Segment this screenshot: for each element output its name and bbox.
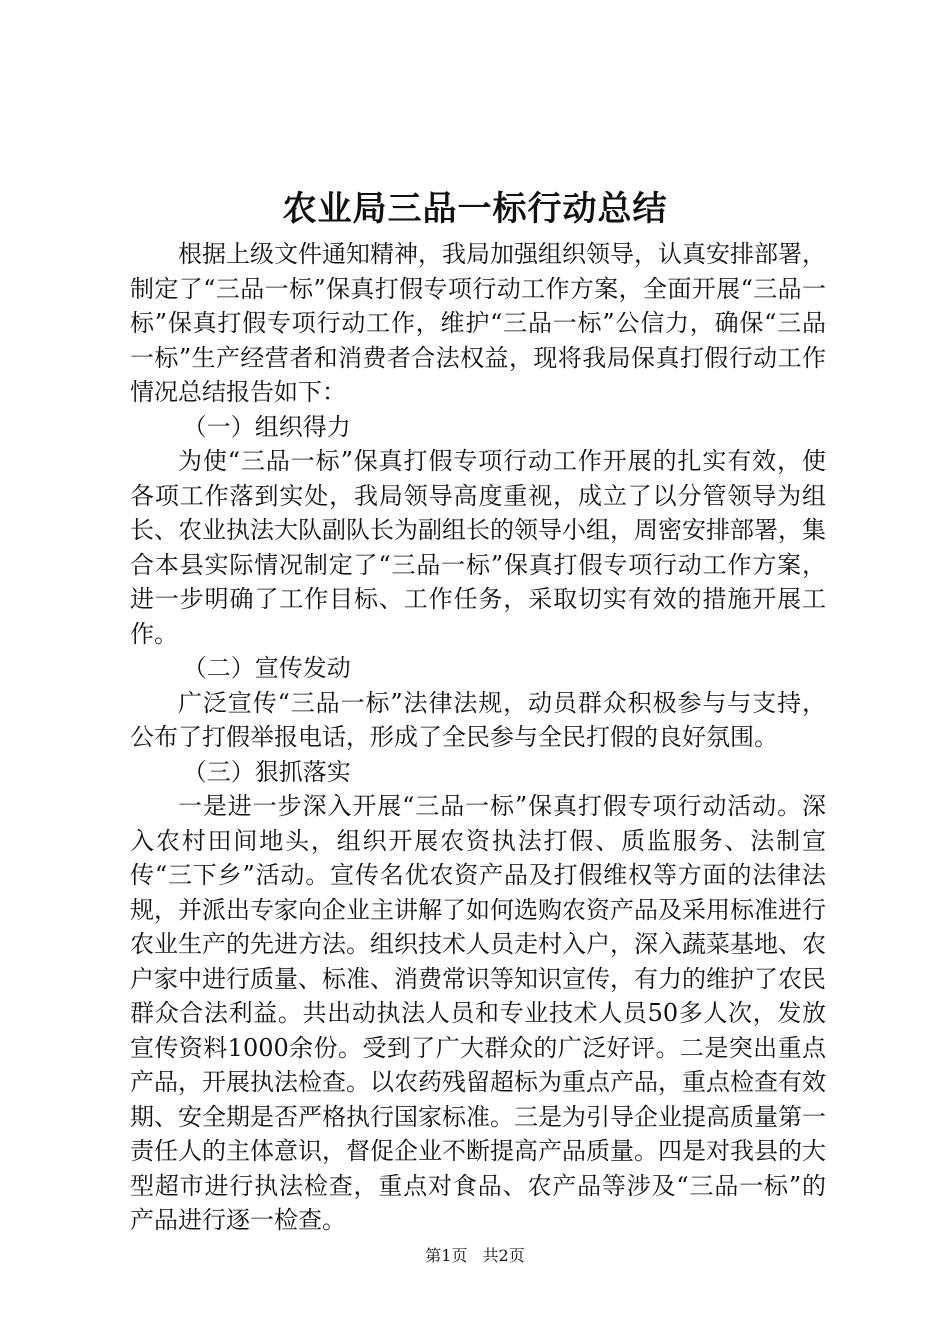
section-heading-publicity: （二）宣传发动 <box>182 654 351 682</box>
publicity-paragraph: 广泛宣传“三品一标”法律法规，动员群众积极参与与支持，公布了打假举报电话，形成了全民参与全民打假的良好氛围。 <box>130 688 826 751</box>
section-heading-organization: （一）组织得力 <box>182 412 351 441</box>
implementation-paragraph: 一是进一步深入开展“三品一标”保真打假专项行动活动。深入农村田间地头，组织开展农资执法打假、质监服务、法制宣传“三下乡”活动。宣传名优农资产品及打假维权等方面的法律法规，并派出专家向企业主讲解了如何选购农资产品及采用标准进行农业生产的先进方法。组织技术人员走村入户，深入蔬菜基地、农户家中进行质量、标准、消费常识等知识宣传，有力的维护了农民群众合法利益。共出动执法人员和专业技术人员50多人次，发放宣传资料1000余份。受到了广大群众的广泛好评。二是突出重点产品，开展执法检查。以农药残留超标为重点产品，重点检查有效期、安全期是否严格执行国家标准。三是为引导企业提高质量第一责任人的主体意识，督促企业不断提高产品质量。四是对我县的大型超市进行执法检查，重点对食品、农产品等涉及“三品一标”的产品进行逐一检查。 <box>130 792 826 1234</box>
document-body <box>130 237 826 1238</box>
document-title: 农业局三品一标行动总结 <box>282 189 668 229</box>
page-number: 第1页 <box>425 1246 468 1265</box>
page-total: 共2页 <box>482 1246 525 1265</box>
intro-paragraph: 根据上级文件通知精神，我局加强组织领导，认真安排部署，制定了“三品一标”保真打假专项行动工作方案，全面开展“三品一标”保真打假专项行动工作，维护“三品一标”公信力，确保“三品一标”生产经营者和消费者合法权益，现将我局保真打假行动工作情况总结报告如下： <box>130 240 826 406</box>
page-footer <box>0 1244 950 1268</box>
organization-paragraph: 为使“三品一标”保真打假专项行动工作开展的扎实有效，使各项工作落到实处，我局领导高度重视，成立了以分管领导为组长、农业执法大队副队长为副组长的领导小组，周密安排部署，集合本县实际情况制定了“三品一标”保真打假专项行动工作方案，进一步明确了工作目标、工作任务，采取切实有效的措施开展工作。 <box>130 447 826 648</box>
section-heading-implementation: （三）狠抓落实 <box>182 757 351 786</box>
